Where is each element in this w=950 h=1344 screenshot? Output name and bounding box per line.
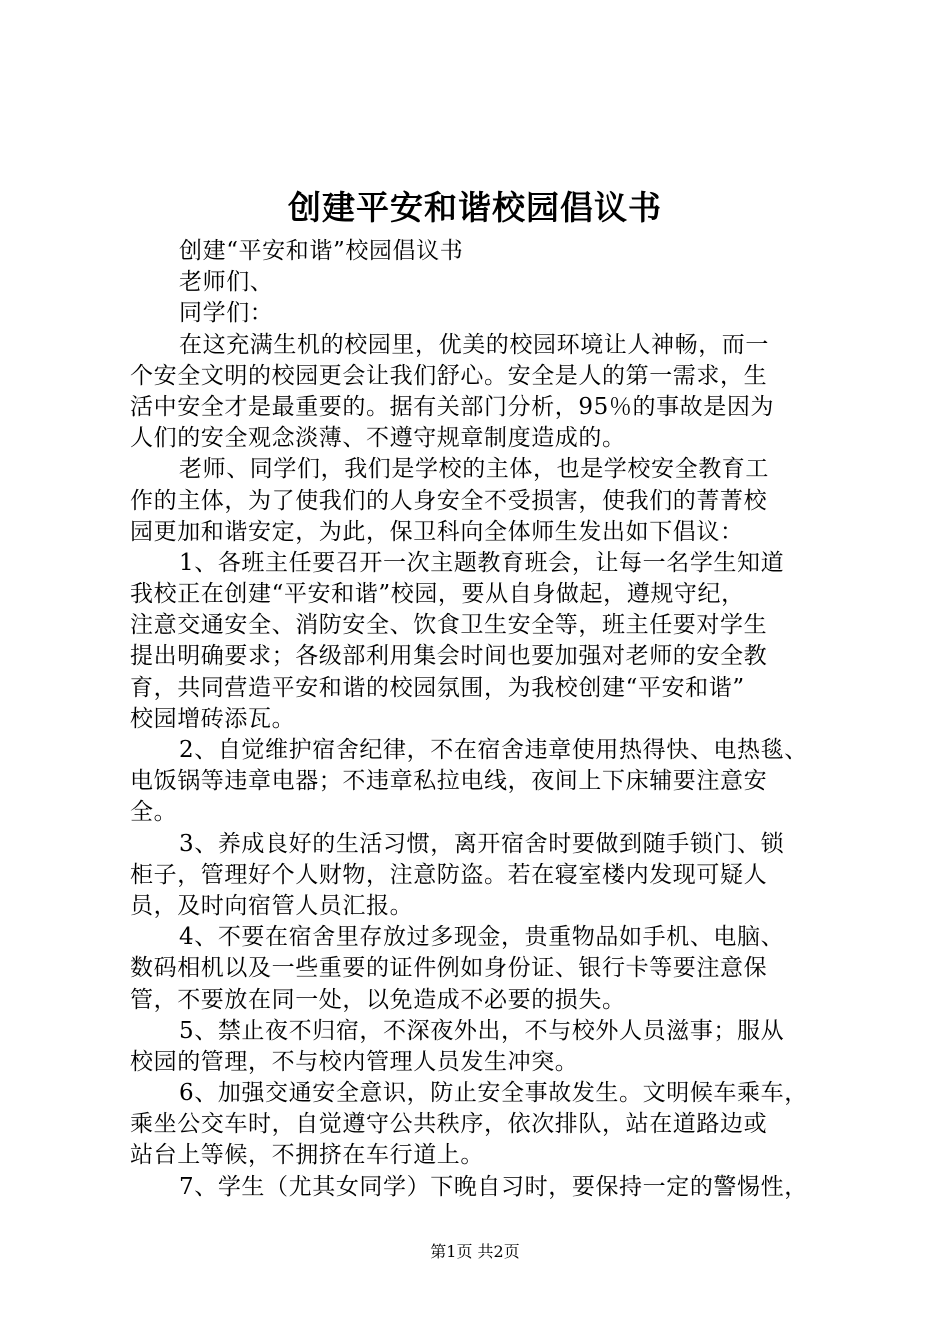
text-line: 乘坐公交车时，自觉遵守公共秩序，依次排队，站在道路边或 bbox=[130, 1111, 768, 1138]
text-line: 3、养成良好的生活习惯，离开宿舍时要做到随手锁门、锁 bbox=[179, 830, 785, 857]
text-line: 校园增砖添瓦。 bbox=[130, 705, 296, 732]
text-line: 校园的管理，不与校内管理人员发生冲突。 bbox=[130, 1048, 579, 1075]
text-line: 电饭锅等违章电器；不违章私拉电线，夜间上下床辅要注意安 bbox=[130, 768, 768, 795]
text-line: 全。 bbox=[130, 799, 178, 826]
text-line: 育，共同营造平安和谐的校园氛围，为我校创建“平安和谐” bbox=[130, 674, 745, 701]
text-line: 数码相机以及一些重要的证件例如身份证、银行卡等要注意保 bbox=[130, 955, 768, 982]
text-line: 园更加和谐安定，为此，保卫科向全体师生发出如下倡议： bbox=[130, 518, 744, 545]
text-line: 提出明确要求；各级部利用集会时间也要加强对老师的安全教 bbox=[130, 643, 768, 670]
document-body bbox=[130, 236, 830, 1203]
text-line: 4、不要在宿舍里存放过多现金，贵重物品如手机、电脑、 bbox=[179, 924, 785, 951]
page-footer: 第1页 共2页 bbox=[430, 1242, 520, 1261]
text-line: 同学们： bbox=[179, 300, 274, 327]
text-line: 5、禁止夜不归宿，不深夜外出，不与校外人员滋事；服从 bbox=[179, 1017, 785, 1044]
text-line: 作的主体，为了使我们的人身安全不受损害，使我们的菁菁校 bbox=[130, 487, 768, 514]
text-line: 1、各班主任要召开一次主题教育班会，让每一名学生知道 bbox=[179, 549, 785, 576]
text-line: 在这充满生机的校园里，优美的校园环境让人神畅，而一 bbox=[179, 331, 769, 358]
document-title: 创建平安和谐校园倡议书 bbox=[288, 188, 662, 227]
text-line: 员，及时向宿管人员汇报。 bbox=[130, 892, 414, 919]
text-line: 管，不要放在同一处，以免造成不必要的损失。 bbox=[130, 986, 626, 1013]
text-line: 站台上等候，不拥挤在车行道上。 bbox=[130, 1142, 484, 1169]
text-line: 老师、同学们，我们是学校的主体，也是学校安全教育工 bbox=[179, 456, 769, 483]
text-line: 柜子，管理好个人财物，注意防盗。若在寝室楼内发现可疑人 bbox=[130, 861, 768, 888]
text-line: 注意交通安全、消防安全、饮食卫生安全等，班主任要对学生 bbox=[130, 612, 768, 639]
text-line: 活中安全才是最重要的。据有关部门分析，95％的事故是因为 bbox=[130, 393, 775, 420]
text-line: 创建“平安和谐”校园倡议书 bbox=[179, 238, 464, 264]
text-line: 我校正在创建“平安和谐”校园，要从自身做起，遵规守纪， bbox=[130, 581, 745, 608]
text-line: 人们的安全观念淡薄、不遵守规章制度造成的。 bbox=[130, 425, 626, 452]
text-line: 7、学生（尤其女同学）下晚自习时，要保持一定的警惕性， bbox=[179, 1173, 808, 1200]
text-line: 老师们、 bbox=[179, 269, 274, 296]
text-line: 个安全文明的校园更会让我们舒心。安全是人的第一需求，生 bbox=[130, 362, 768, 389]
text-line: 2、自觉维护宿舍纪律，不在宿舍违章使用热得快、电热毯、 bbox=[179, 737, 808, 763]
text-line: 6、加强交通安全意识，防止安全事故发生。文明候车乘车， bbox=[179, 1080, 808, 1107]
